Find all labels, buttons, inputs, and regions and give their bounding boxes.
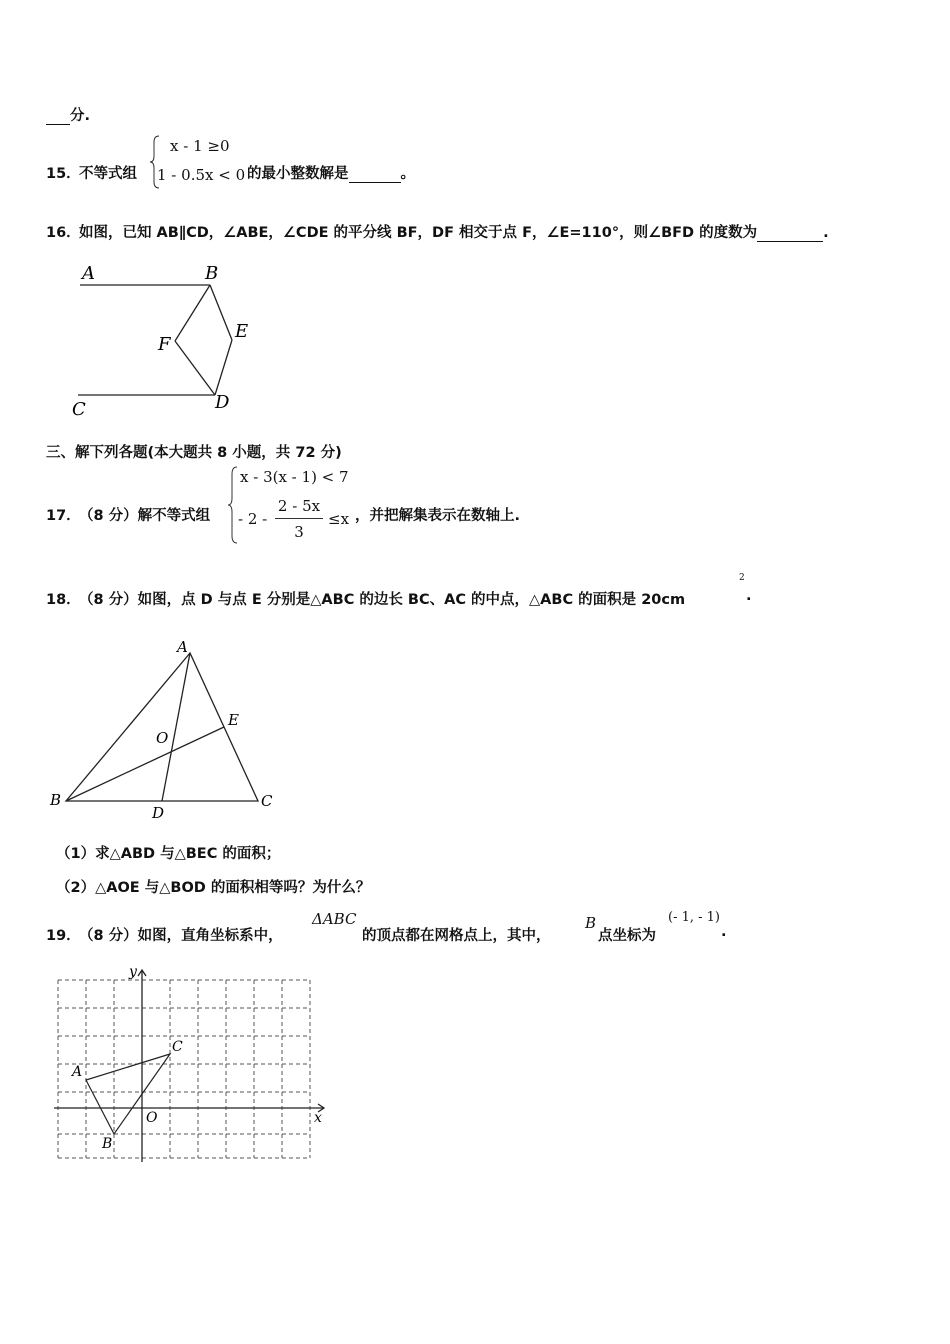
label-b: B — [205, 263, 219, 284]
q17-number: 17． — [46, 508, 81, 524]
q17-inequality-2-right: ≤x — [328, 510, 350, 528]
label-e: E — [235, 321, 249, 342]
q18-period: . — [746, 588, 752, 604]
answer-blank — [46, 108, 70, 125]
label-a: A — [72, 1064, 83, 1080]
q19-text-2: 点坐标为 — [598, 928, 656, 944]
q18-superscript: 2 — [739, 573, 745, 583]
q18-question: （8 分）如图，点 D 与点 E 分别是△ABC 的边长 BC、AC 的中点，△ABC 的面积是 20cm — [79, 592, 686, 608]
segment-be — [210, 285, 232, 340]
label-a: A — [177, 638, 188, 656]
answer-blank — [349, 166, 401, 183]
label-e: E — [228, 711, 239, 729]
q17-inequality-1: x - 3(x - 1) < 7 — [240, 468, 349, 486]
q15-prompt: 不等式组 — [79, 166, 137, 182]
previous-question-tail: 分. — [46, 104, 90, 125]
q17-fraction-numerator: 2 - 5x — [277, 497, 321, 515]
q17-inequality-2-left: - 2 - — [238, 510, 268, 528]
q17-question: ，并把解集表示在数轴上. — [355, 508, 521, 524]
segment-fd — [175, 341, 215, 395]
q19-point-b: B — [585, 914, 597, 932]
q17-brace — [227, 465, 239, 545]
q15-question: 的最小整数解是 。 — [247, 166, 415, 182]
q16-number: 16． — [46, 225, 81, 241]
segment-ed — [215, 340, 232, 395]
q19-coordinate: (- 1, - 1) — [668, 910, 720, 925]
q19-prompt: （8 分）如图，直角坐标系中， — [79, 928, 283, 944]
q19-coordinate-grid — [44, 960, 334, 1170]
answer-blank — [757, 225, 823, 242]
q19-period: . — [721, 924, 727, 940]
label-o: O — [156, 729, 169, 747]
q16-figure — [60, 258, 270, 423]
q17-fraction-denominator: 3 — [294, 523, 304, 541]
segment-bf — [175, 285, 210, 341]
q17-fraction-bar — [275, 518, 323, 519]
label-o: O — [146, 1110, 158, 1126]
label-y: y — [129, 964, 137, 980]
label-d: D — [152, 804, 165, 822]
label-c: C — [261, 792, 273, 810]
q15-inequality-2: 1 - 0.5x < 0 — [157, 166, 246, 184]
label-x: x — [314, 1110, 322, 1126]
label-c: C — [172, 1039, 183, 1055]
q17-prompt: （8 分）解不等式组 — [79, 508, 211, 524]
q18-subquestion-2: （2）△AOE 与△BOD 的面积相等吗？为什么？ — [56, 880, 371, 896]
label-b: B — [102, 1136, 113, 1152]
label-a: A — [82, 263, 95, 284]
label-d: D — [215, 392, 230, 413]
median-ad — [162, 653, 190, 801]
label-c: C — [72, 399, 86, 420]
label-b: B — [50, 791, 62, 809]
label-f: F — [158, 334, 171, 355]
q16-question: 如图，已知 AB∥CD，∠ABE，∠CDE 的平分线 BF，DF 相交于点 F，∠E=110°，则∠BFD 的度数为 . — [79, 225, 829, 241]
q18-number: 18． — [46, 592, 81, 608]
q19-text: 的顶点都在网格点上，其中， — [362, 928, 551, 944]
q19-number: 19． — [46, 928, 81, 944]
q15-number: 15． — [46, 166, 81, 182]
median-be — [66, 727, 224, 801]
q15-inequality-1: x - 1 ≥0 — [170, 137, 230, 155]
grid-lines — [58, 980, 310, 1158]
q18-subquestion-1: （1）求△ABD 与△BEC 的面积； — [56, 846, 281, 862]
q18-figure — [44, 635, 284, 825]
section-heading: 三、解下列各题(本大题共 8 小题，共 72 分) — [46, 445, 342, 461]
q19-triangle-symbol: ΔABC — [312, 910, 357, 928]
